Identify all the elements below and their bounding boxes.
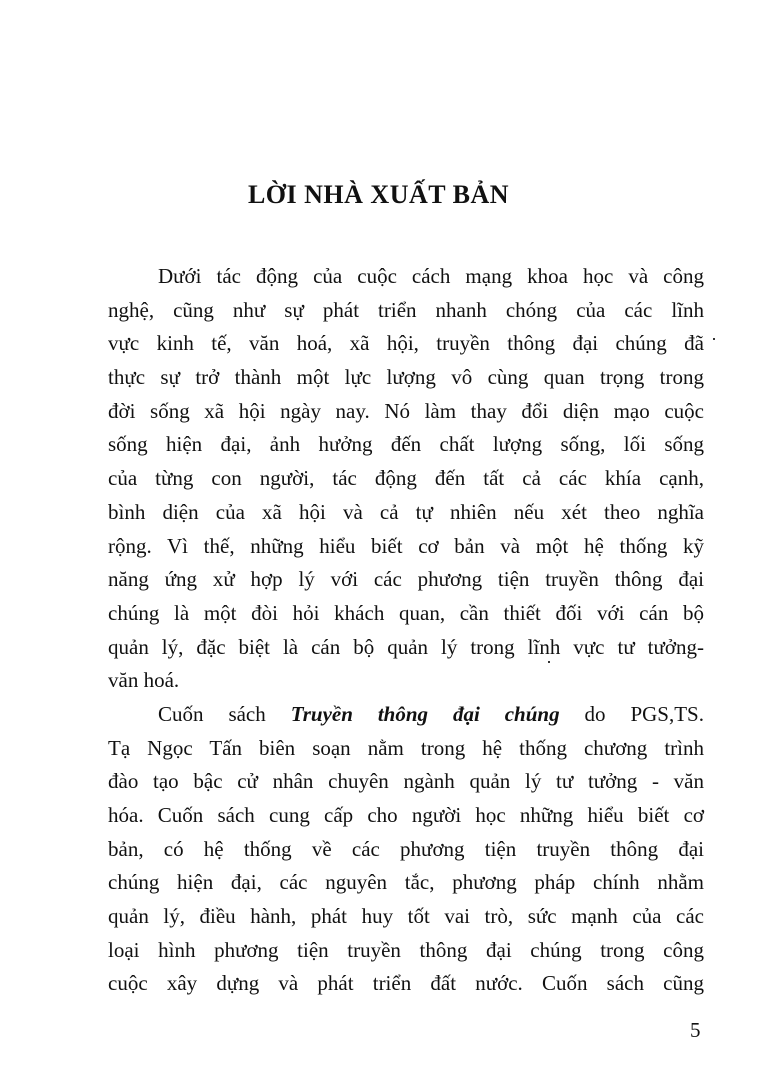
text-line-with-book-title xyxy=(108,698,704,732)
text-line: thực sự trở thành một lực lượng vô cùng quan trọng trong xyxy=(108,365,704,390)
text-line: văn hoá. xyxy=(108,668,180,693)
text-line: đời sống xã hội ngày nay. Nó làm thay đổi diện mạo cuộc xyxy=(108,398,704,423)
text-line: cuộc xây dựng và phát triển đất nước. Cuốn sách cũng xyxy=(108,971,704,996)
text-line: sống hiện đại, ảnh hưởng đến chất lượng sống, lối sống xyxy=(108,432,704,457)
scan-speck xyxy=(548,661,550,663)
text-line: năng ứng xử hợp lý với các phương tiện truyền thông đại xyxy=(108,567,704,592)
text-line: bản, có hệ thống về các phương tiện truyền thông đại xyxy=(108,836,704,861)
text-line: đào tạo bậc cử nhân chuyên ngành quản lý tư tưởng - văn xyxy=(108,769,704,794)
text-line: quản lý, đặc biệt là cán bộ quản lý trong lĩnh vực tư tưởng- xyxy=(108,634,704,659)
body-text xyxy=(108,260,704,1001)
text-line: quản lý, điều hành, phát huy tốt vai trò, sức mạnh của các xyxy=(108,904,704,929)
scan-speck xyxy=(713,338,715,340)
text-line: chúng hiện đại, các nguyên tắc, phương pháp chính nhằm xyxy=(108,870,704,895)
text-line: hóa. Cuốn sách cung cấp cho người học những hiểu biết cơ xyxy=(108,803,704,827)
book-title: Truyền thông đại chúng xyxy=(290,701,560,726)
text-line: nghệ, cũng như sự phát triển nhanh chóng của các lĩnh xyxy=(108,297,704,322)
text-line: Tạ Ngọc Tấn biên soạn nằm trong hệ thống chương trình xyxy=(108,735,704,760)
text-line: loại hình phương tiện truyền thông đại chúng trong công xyxy=(108,937,704,962)
text-fragment: Cuốn sách xyxy=(158,701,291,726)
text-line: vực kinh tế, văn hoá, xã hội, truyền thông đại chúng đã xyxy=(108,331,704,356)
text-line: rộng. Vì thế, những hiểu biết cơ bản và một hệ thống kỹ xyxy=(108,533,704,558)
text-line: Dưới tác động của cuộc cách mạng khoa học và công xyxy=(158,264,704,288)
page-title: LỜI NHÀ XUẤT BẢN xyxy=(247,180,510,209)
text-line: bình diện của xã hội và cả tự nhiên nếu xét theo nghĩa xyxy=(108,499,704,524)
text-line: chúng là một đòi hỏi khách quan, cần thiết đối với cán bộ xyxy=(108,600,704,625)
page-number: 5 xyxy=(690,1018,701,1042)
text-fragment: do PGS,TS. xyxy=(559,701,704,726)
text-line: của từng con người, tác động đến tất cả các khía cạnh, xyxy=(108,466,704,491)
